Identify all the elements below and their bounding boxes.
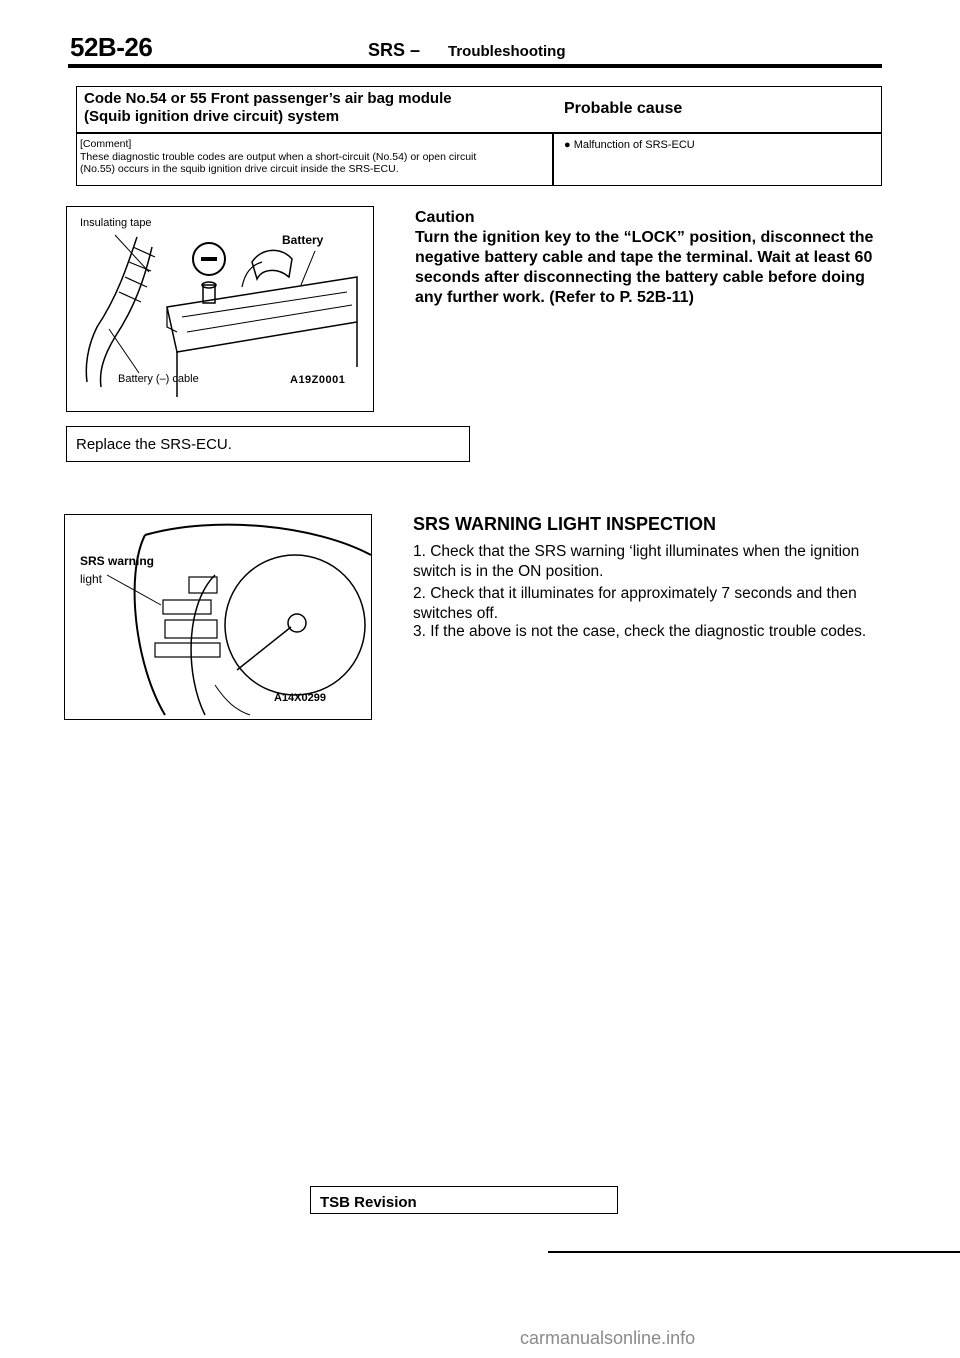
step-text: Replace the SRS-ECU. [76,436,232,453]
battery-label: Battery [282,233,324,247]
inspection-heading: SRS WARNING LIGHT INSPECTION [413,514,717,534]
comment-label: [Comment] [80,138,132,150]
tsb-revision: TSB Revision [320,1194,417,1211]
code-title-line2: (Squib ignition drive circuit) system [84,108,340,125]
inspection-step-2: 2. Check that it illuminates for approximately 7 seconds and then switches off. [413,585,857,622]
inspection-step-3: 3. If the above is not the case, check the diagnostic trouble codes. [413,623,867,640]
caution-heading: Caution [415,209,475,226]
instrument-cluster-illustration [65,515,371,719]
comment-line1: These diagnostic trouble codes are output when a short-circuit (No.54) or open circuit [80,150,477,163]
subsection-title: Troubleshooting [448,43,566,60]
caution-block [415,208,885,308]
figure1-code: A19Z0001 [290,374,346,386]
footer-rule [548,1251,960,1253]
page-code: 52B-26 [70,32,153,62]
table-column-divider [552,132,554,186]
probable-cause-header: Probable cause [564,100,683,117]
inspection-step-1: 1. Check that the SRS warning ‘light illuminates when the ignition switch is in the ON position. [413,543,860,580]
code-title-line1: Code No.54 or 55 Front passenger’s air bag module [84,90,452,107]
table-divider [76,132,882,134]
comment-text [80,138,550,176]
warning-light-figure [64,514,372,720]
code-title [84,90,544,126]
header-rule [68,64,882,68]
insulating-tape-label: Insulating tape [80,217,152,229]
caution-text: Turn the ignition key to the “LOCK” position, disconnect the negative battery cable and tape the terminal. Wait at least 60 seconds after disconnecting the battery cable before doing any further work. (Refer to P. 52B-11) [415,229,874,306]
battery-cable-label: Battery (–) cable [118,373,199,385]
watermark: carmanualsonline.info [520,1328,696,1348]
section-title: SRS – [368,40,421,60]
srs-warning-label: SRS warning [80,554,155,568]
srs-warning-label-light: light [80,572,103,586]
comment-line2: (No.55) occurs in the squib ignition drive circuit inside the SRS-ECU. [80,163,399,175]
probable-cause-item: ● Malfunction of SRS-ECU [564,139,695,151]
figure2-code: A14X0299 [274,692,326,704]
